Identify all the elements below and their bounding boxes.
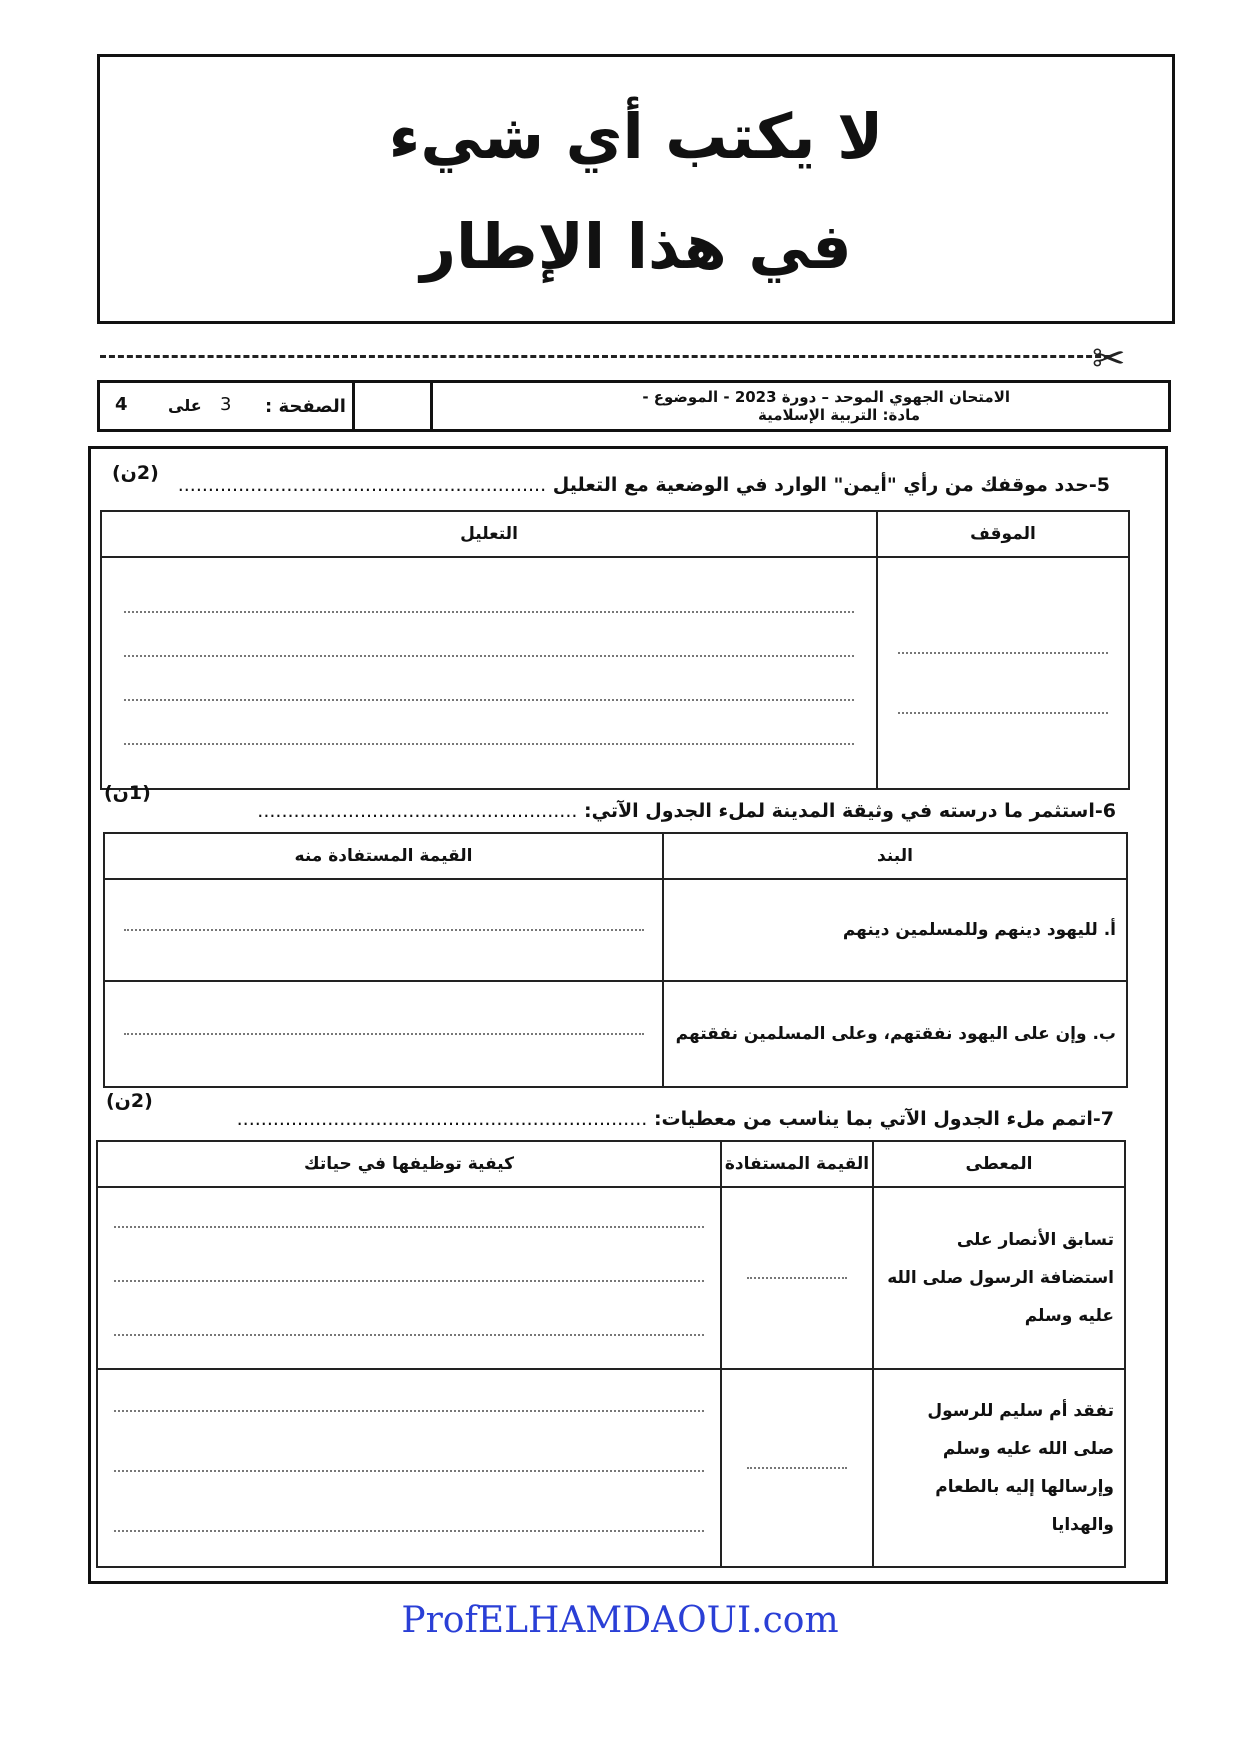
do-not-write-frame — [97, 54, 1175, 324]
answer-line — [124, 611, 854, 613]
q7-prompt: 7-اتمم ملء الجدول الآتي بما يناسب من معطيات: .................................................................... — [236, 1108, 1114, 1130]
q5-prompt: 5-حدد موقفك من رأي "أيمن" الوارد في الوضعية مع التعليل ............................................................. — [177, 474, 1110, 496]
q5-col-justification: التعليل — [101, 511, 877, 557]
header-divider — [352, 380, 355, 432]
q7-application-cell[interactable] — [97, 1187, 721, 1369]
q7-value-cell[interactable] — [721, 1369, 873, 1567]
answer-line — [124, 929, 644, 931]
answer-line — [898, 712, 1108, 714]
cut-line — [100, 355, 1110, 358]
q7-given-1: تسابق الأنصار على استضافة الرسول صلى الله عليه وسلم — [887, 1230, 1114, 1326]
answer-line — [747, 1277, 847, 1279]
q7-given-2: تفقد أم سليم للرسول صلى الله عليه وسلم وإرسالها إليه بالطعام والهدايا — [927, 1401, 1114, 1535]
page-of-label: على — [168, 396, 202, 415]
answer-line — [114, 1280, 704, 1282]
q7-col-application: كيفية توظيفها في حياتك — [97, 1141, 721, 1187]
do-not-write-line-2: في هذا الإطار — [420, 210, 852, 283]
q5-position-cell[interactable] — [877, 557, 1129, 789]
q6-clause-a: أ. لليهود دينهم وللمسلمين دينهم — [842, 920, 1116, 940]
answer-line — [898, 652, 1108, 654]
scissors-icon: ✂ — [1092, 336, 1126, 382]
q7-value-cell[interactable] — [721, 1187, 873, 1369]
q6-col-value: القيمة المستفادة منه — [104, 833, 663, 879]
q7-table — [96, 1140, 1126, 1568]
answer-line — [114, 1334, 704, 1336]
q7-application-cell[interactable] — [97, 1369, 721, 1567]
exam-session-line: الامتحان الجهوي الموحد – دورة 2023 - الموضوع - — [642, 388, 1010, 406]
q7-col-given: المعطى — [873, 1141, 1125, 1187]
answer-line — [124, 1033, 644, 1035]
q6-col-clause: البند — [663, 833, 1127, 879]
q7-col-value: القيمة المستفادة — [721, 1141, 873, 1187]
q6-table — [103, 832, 1128, 1088]
q5-col-position: الموقف — [877, 511, 1129, 557]
answer-line — [114, 1226, 704, 1228]
answer-line — [124, 699, 854, 701]
exam-subject-line: مادة: التربية الإسلامية — [758, 406, 920, 424]
q6-clause-b: ب. وإن على اليهود نفقتهم، وعلى المسلمين نفقتهم — [675, 1024, 1116, 1044]
q6-prompt: 6-استثمر ما درسته في وثيقة المدينة لملء الجدول الآتي: ..................................................... — [257, 800, 1116, 822]
exam-info — [430, 388, 1010, 424]
site-watermark: ProfELHAMDAOUI.com — [401, 1600, 839, 1641]
q6-clause-cell — [663, 981, 1127, 1087]
page-label: الصفحة : — [265, 396, 346, 417]
q6-points: (1ن) — [104, 782, 151, 804]
answer-line — [114, 1530, 704, 1532]
q5-points: (2ن) — [112, 462, 159, 484]
answer-line — [747, 1467, 847, 1469]
page-total: 4 — [115, 394, 128, 415]
answer-line — [114, 1410, 704, 1412]
q7-given-cell — [873, 1369, 1125, 1567]
q7-points: (2ن) — [106, 1090, 153, 1112]
q5-justification-cell[interactable] — [101, 557, 877, 789]
q6-value-cell[interactable] — [104, 981, 663, 1087]
answer-line — [114, 1470, 704, 1472]
q6-value-cell[interactable] — [104, 879, 663, 981]
answer-line — [124, 655, 854, 657]
q6-clause-cell — [663, 879, 1127, 981]
q7-given-cell — [873, 1187, 1125, 1369]
do-not-write-line-1: لا يكتب أي شيء — [388, 100, 884, 173]
q5-table — [100, 510, 1130, 790]
answer-line — [124, 743, 854, 745]
page-number: 3 — [220, 394, 232, 415]
